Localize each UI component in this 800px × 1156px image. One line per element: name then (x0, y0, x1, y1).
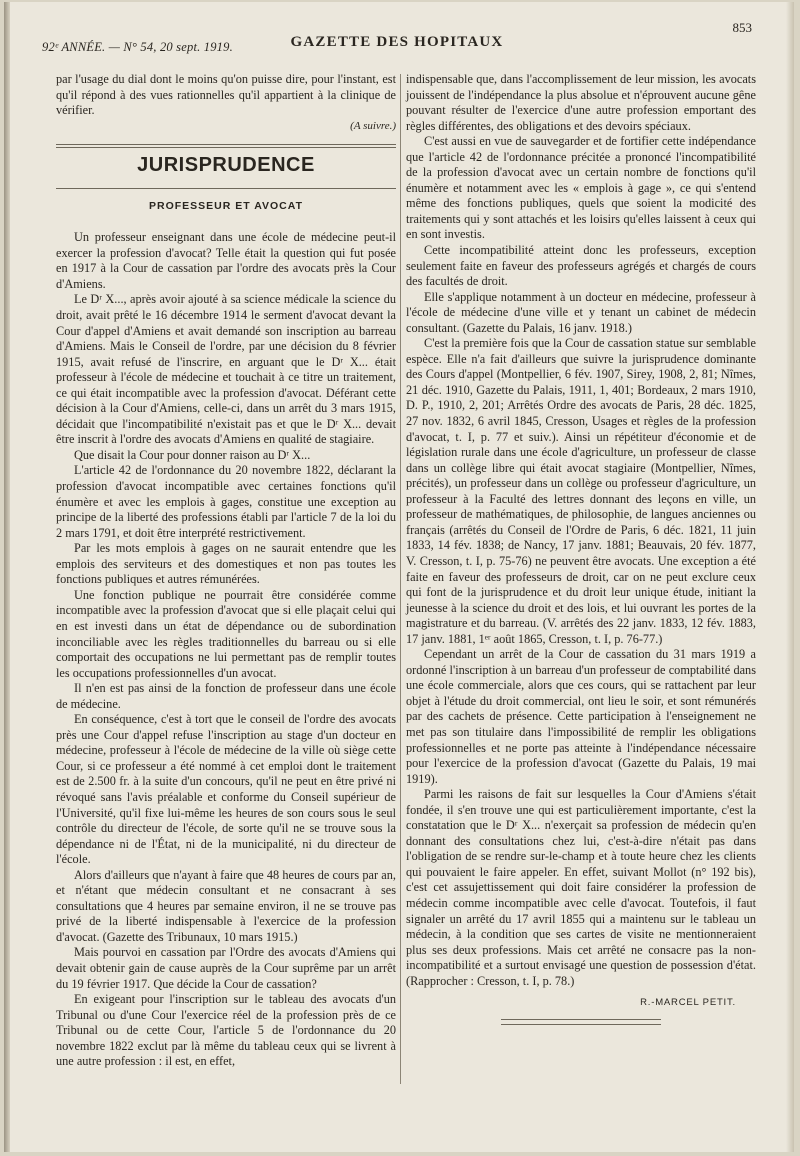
page-binding-edge (4, 2, 10, 1152)
paragraph: C'est la première fois que la Cour de cassation statue sur semblable espèce. Elle n'a fait d'ailleurs que suivre la jurisprudence dominante des Cours d'appel (Montpellier, 6 fév. 1907, Sirey, 1908, 2, 81; Nîmes, 21 déc. 1910, Gazette du Palais, 1911, 1, 401; Bordeaux, 2 mars 1910, D. P., 1910, 2, 201; Arrêtés Ordre des avocats de Paris, 28 déc. 1825, 27 nov. 1832, 6 avril 1845, Cresson, Usages et règles de la profession d'avocat, t. I, p. 77 et suiv.). Ainsi un répétiteur d'économie et de législation rurale dans une école d'agriculture, un professeur de classe dans un collège libre qui était avocat stagiaire (Montpellier, Nîmes, précités), un professeur dans un collège ou professeur d'agriculture, un professeur à la Faculté des lettres donnant des leçons en ville, un professeur de mathématiques, de philosophie, de langues anciennes ou français (arrêtés du Conseil de l'Ordre de Paris, 6 déc. 1821, 11 juin 1833, 14 fév. 1838; de Nancy, 17 janv. 1881; Beauvais, 20 fév. 1877, V. Cresson, t. I, p. 75-76) ne peuvent être avocats. Une exception a été faite en faveur des professeurs de droit, car on ne peut exclure ceux qui font de la jurisprudence et du droit leur unique étude, initiant la jeunesse à la science du droit et des lois, et lui ouvrant les portes de la magistrature et du barreau. (V. arrêtés des 22 janv. 1833, 12 fév. 1883, 17 janv. 1881, 1ᵉʳ août 1865, Cresson, t. I, p. 76-77.) (406, 336, 756, 646)
section-rule-top (56, 144, 396, 148)
paragraph: Par les mots emplois à gages on ne saurait entendre que les emplois des serviteurs et des domestiques et non pas toutes les fonctions publiques et autres rémunérées. (56, 541, 396, 587)
paragraph: L'article 42 de l'ordonnance du 20 novembre 1822, déclarant la profession d'avocat incompatible avec certaines fonctions qu'il énumère et avec les emplois à gages, constitue une exception au principe de la liberté des professions établi par l'article 7 de la loi du 2 mars 1791, et doit être interprété restrictivement. (56, 463, 396, 540)
intro-text: par l'usage du dial dont le moins qu'on puisse dire, pour l'instant, est qu'il répond à des vues rationnelles qu'il appartient à la clinique de vérifier. (56, 72, 396, 118)
paragraph: Parmi les raisons de fait sur lesquelles la Cour d'Amiens s'était fondée, il s'en trouve une qui est particulièrement importante, c'est la constatation que le Dʳ X... n'exerçait sa profession de médecin qu'en donnant des consultations chez lui, c'est-à-dire n'était pas dans l'obligation de se rendre sur-le-champ et à toute heure chez les clients qui pouvaient le faire appeler. En effet, suivant Mollot (n° 192 bis), c'est cet assujettissement qui doit faire considérer la profession de médecin comme incompatible avec celle d'avocat. Toutefois, il faut signaler un arrêté du 17 avril 1855 qui a maintenu sur le tableau un médecin, à la condition que ses cartes de visite ne mentionneraient plus ses deux professions. Mais cet arrêté ne consacre pas la non-incompatibilité et a surtout envisagé une question de possession d'état. (Rapprocher : Cresson, t. I, p. 78.) (406, 787, 756, 988)
paragraph: En exigeant pour l'inscription sur le tableau des avocats d'un Tribunal ou d'une Cour l'exercice réel de la profession près de ce Tribunal ou de cette Cour, l'article 5 de l'ordonnance du 20 novembre 1822 exclut par là même du tableau ceux qui se livrent à une autre profession : il est, en effet, (56, 992, 396, 1069)
paragraph: Le Dʳ X..., après avoir ajouté à sa science médicale la science du droit, avait prêté le 16 décembre 1914 le serment d'avocat devant la Cour d'appel d'Amiens et avait demandé son inscription au barreau d'Amiens. Mais le Conseil de l'ordre, par une décision du 8 février 1915, avait refusé de l'inscrire, en arguant que le Dʳ X... était professeur à l'école de médecine et touchait à ce titre un traitement, ce qui était incompatible avec la profession d'avocat. Déférant cette décision à la Cour d'Amiens, celle-ci, dans un arrêt du 3 mars 1915, décidait que l'incompatibilité n'existait pas et que le Dʳ X... devait être inscrit à l'ordre des avocats d'Amiens en qualité de stagiaire. (56, 292, 396, 447)
issue-line: 92ᵉ ANNÉE. — N° 54, 20 sept. 1919. (42, 40, 233, 54)
paragraph: Une fonction publique ne pourrait être considérée comme incompatible avec la profession d'avocat que si elle plaçait celui qui en est investi dans un état de dépendance ou de subordination inconciliable avec les règles traditionnelles du barreau ou si elle comportait des occupations ne lui permettant pas de remplir toutes les occupations professionnelles d'un avocat. (56, 587, 396, 680)
paragraph: Cette incompatibilité atteint donc les professeurs, exception seulement faite en faveur des professeurs agrégés et chargés de cours des facultés de droit. (406, 243, 756, 289)
left-column (56, 72, 396, 1070)
section-rule-bottom (56, 188, 396, 189)
page-header (42, 20, 752, 64)
column-divider (400, 74, 401, 1084)
paragraph: Que disait la Cour pour donner raison au Dʳ X... (74, 447, 311, 462)
continued-note: (A suivre.) (350, 119, 396, 132)
paragraph: Il n'en est pas ainsi de la fonction de professeur dans une école de médecine. (56, 681, 396, 711)
paragraph: Alors d'ailleurs que n'ayant à faire que 48 heures de cours par an, et n'étant que médecin consultant et ne consacrant à ses consultations que 4 heures par semaine environ, il ne se trouve pas privé de la liberté indispensable à l'exercice de la profession d'avocat. (Gazette des Tribunaux, 10 mars 1915.) (56, 867, 396, 944)
paragraph: Cependant un arrêt de la Cour de cassation du 31 mars 1919 a ordonné l'inscription à un barreau d'un professeur de comptabilité dans une école commerciale, alors que ces cours, qui se rattachent par leur objet à l'étude du droit commercial, ont lieu le soir, et sont rémunérés par des cachets de présence. Cette participation à l'enseignement ne met pas son titulaire dans l'impossibilité de remplir les obligations professionnelles et ne porte pas atteinte à l'indépendance nécessaire pour l'exercice de la profession d'avocat (Gazette du Palais, 19 mai 1919). (406, 647, 756, 786)
paragraph: Elle s'applique notamment à un docteur en médecine, professeur à l'école de médecine d'une ville et y tenant un cabinet de médecin consultant. (Gazette du Palais, 16 janv. 1918.) (406, 289, 756, 335)
paragraph: En conséquence, c'est à tort que le conseil de l'ordre des avocats près une Cour d'appel refuse l'inscription au stage d'un docteur en médecine, professeur à l'école de médecine de la ville où siège cette Cour, si ce professeur a été nommé à cet emploi dont le traitement est de 2.500 fr. à la suite d'un concours, qu'il ne peut en être privé ni révoqué sans l'avis préalable et conforme du Conseil supérieur de l'Université, qu'il fixe lui-même les heures de son cours sous le seul contrôle du directeur de l'école, de sorte qu'il ne se trouve sous la dépendance ni de l'État, ni de la municipalité, ni du directeur de l'école. (56, 712, 396, 867)
paragraph: indispensable que, dans l'accomplissement de leur mission, les avocats jouissent de l'indépendance la plus absolue et n'éprouvent aucune gêne pouvant résulter de l'exercice d'une autre profession emportant des règles différentes, des obligations et des devoirs spéciaux. (406, 72, 756, 133)
paragraph: Un professeur enseignant dans une école de médecine peut-il exercer la profession d'avocat? Telle était la question qui fut posée en 1917 à la Cour de cassation par l'ordre des avocats près la Cour d'Amiens. (56, 230, 396, 291)
author-signature: R.-MARCEL PETIT. (640, 997, 736, 1009)
page-edge-shadow (786, 2, 794, 1152)
page-number: 853 (732, 20, 752, 35)
paragraph: Mais pourvoi en cassation par l'Ordre des avocats d'Amiens qui devait obtenir gain de cause auprès de la Cour suprême par un arrêt du 19 février 1917. Que décide la Cour de cassation? (56, 945, 396, 991)
section-title: JURISPRUDENCE (137, 154, 315, 177)
article-subtitle: PROFESSEUR ET AVOCAT (149, 199, 303, 212)
end-ornament (501, 1019, 661, 1025)
journal-title: GAZETTE DES HOPITAUX (290, 34, 504, 50)
newspaper-page (4, 2, 794, 1152)
paragraph: C'est aussi en vue de sauvegarder et de fortifier cette indépendance que l'article 42 de l'ordonnance précitée a prononcé l'incompatibilité de la profession d'avocat avec un certain nombre de fonctions qu'il énumère et notamment avec les « emplois à gage », ce qui s'entend même des fonctions publiques, quels que soient la modicité des traitements qui y sont attachés et les loisirs qu'elles laissent à ceux qui en sont investis. (406, 134, 756, 242)
right-column (406, 72, 756, 1025)
